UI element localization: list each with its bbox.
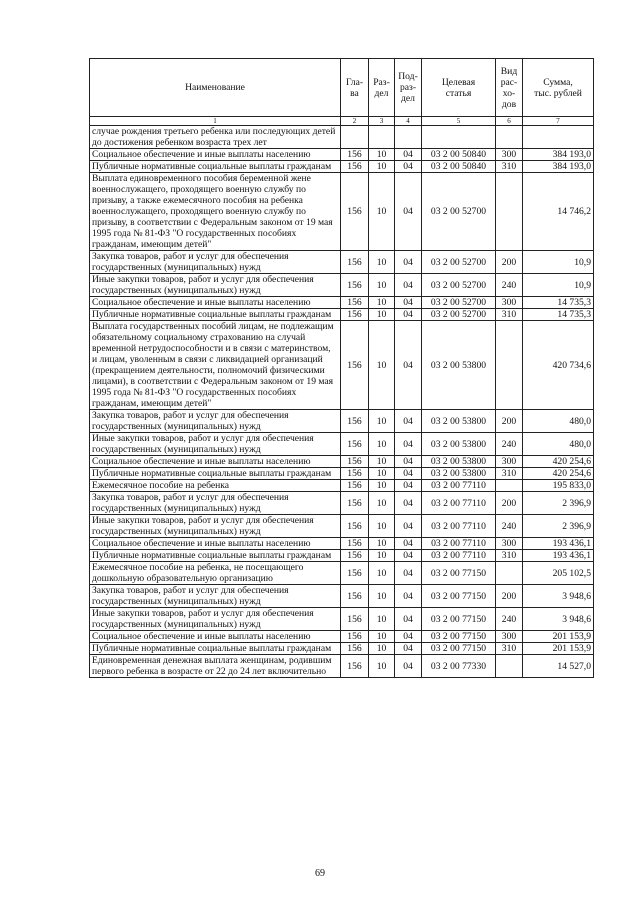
- header-podrazdel: Под- раз- дел: [395, 59, 422, 117]
- table-row: [90, 309, 594, 321]
- row-razdel-cell: 10: [369, 585, 395, 608]
- table-row: [90, 274, 594, 297]
- row-podrazdel-cell: 04: [395, 456, 422, 468]
- row-sum-cell: 195 833,0: [523, 480, 594, 492]
- row-podrazdel-cell: 04: [395, 274, 422, 297]
- row-vid-cell: 300: [496, 538, 523, 550]
- header-sum: Сумма, тыс. рублей: [523, 59, 594, 117]
- row-target-cell: 03 2 00 77110: [422, 538, 496, 550]
- table-row: [90, 126, 594, 149]
- row-sum-cell: 10,9: [523, 274, 594, 297]
- row-target-cell: 03 2 00 77110: [422, 480, 496, 492]
- row-vid-cell: [496, 655, 523, 678]
- table-row: [90, 585, 594, 608]
- row-podrazdel-cell: 04: [395, 655, 422, 678]
- row-name-cell: Публичные нормативные социальные выплаты гражданам: [90, 309, 341, 321]
- header-row: [90, 59, 594, 117]
- row-vid-cell: 200: [496, 251, 523, 274]
- row-razdel-cell: 10: [369, 173, 395, 251]
- row-target-cell: 03 2 00 77150: [422, 631, 496, 643]
- row-target-cell: 03 2 00 52700: [422, 173, 496, 251]
- row-razdel-cell: 10: [369, 149, 395, 161]
- row-vid-cell: 200: [496, 585, 523, 608]
- row-glava-cell: 156: [341, 161, 369, 173]
- row-razdel-cell: 10: [369, 297, 395, 309]
- row-target-cell: 03 2 00 77110: [422, 550, 496, 562]
- row-name-cell: Публичные нормативные социальные выплаты гражданам: [90, 643, 341, 655]
- row-name-cell: Социальное обеспечение и иные выплаты населению: [90, 456, 341, 468]
- row-vid-cell: 200: [496, 410, 523, 433]
- row-target-cell: 03 2 00 53800: [422, 468, 496, 480]
- table-row: [90, 433, 594, 456]
- table-row: [90, 456, 594, 468]
- row-target-cell: 03 2 00 77330: [422, 655, 496, 678]
- row-target-cell: 03 2 00 53800: [422, 321, 496, 410]
- column-number-row: [90, 117, 594, 126]
- row-sum-cell: 2 396,9: [523, 492, 594, 515]
- row-glava-cell: 156: [341, 643, 369, 655]
- table-row: [90, 492, 594, 515]
- row-podrazdel-cell: 04: [395, 480, 422, 492]
- row-razdel-cell: 10: [369, 274, 395, 297]
- row-glava-cell: 156: [341, 274, 369, 297]
- row-name-cell: Единовременная денежная выплата женщинам, родившим первого ребенка в возрасте от 22 до 24 лет включительно: [90, 655, 341, 678]
- page-number: 69: [315, 868, 325, 879]
- row-target-cell: 03 2 00 52700: [422, 309, 496, 321]
- row-target-cell: 03 2 00 77150: [422, 562, 496, 585]
- row-vid-cell: [496, 480, 523, 492]
- row-podrazdel-cell: 04: [395, 550, 422, 562]
- row-name-cell: Иные закупки товаров, работ и услуг для обеспечения государственных (муниципальных) нужд: [90, 515, 341, 538]
- row-target-cell: 03 2 00 53800: [422, 456, 496, 468]
- row-vid-cell: 240: [496, 433, 523, 456]
- row-name-cell: Ежемесячное пособие на ребенка, не посещающего дошкольную образовательную организацию: [90, 562, 341, 585]
- row-razdel-cell: 10: [369, 631, 395, 643]
- row-sum-cell: 193 436,1: [523, 550, 594, 562]
- row-glava-cell: 156: [341, 538, 369, 550]
- row-sum-cell: 480,0: [523, 433, 594, 456]
- header-target: Целевая статья: [422, 59, 496, 117]
- row-podrazdel-cell: 04: [395, 297, 422, 309]
- row-sum-cell: 205 102,5: [523, 562, 594, 585]
- row-glava-cell: 156: [341, 468, 369, 480]
- row-razdel-cell: 10: [369, 480, 395, 492]
- row-target-cell: 03 2 00 53800: [422, 433, 496, 456]
- row-sum-cell: 3 948,6: [523, 608, 594, 631]
- row-name-cell: Ежемесячное пособие на ребенка: [90, 480, 341, 492]
- table-row: [90, 251, 594, 274]
- header-razdel: Раз- дел: [369, 59, 395, 117]
- row-podrazdel-cell: 04: [395, 515, 422, 538]
- row-sum-cell: 14 735,3: [523, 297, 594, 309]
- row-name-cell: Закупка товаров, работ и услуг для обеспечения государственных (муниципальных) нужд: [90, 585, 341, 608]
- column-number: 1: [90, 117, 341, 126]
- table-row: [90, 149, 594, 161]
- row-target-cell: 03 2 00 77150: [422, 643, 496, 655]
- table-row: [90, 538, 594, 550]
- table-row: [90, 631, 594, 643]
- row-podrazdel-cell: 04: [395, 631, 422, 643]
- row-name-cell: Социальное обеспечение и иные выплаты населению: [90, 297, 341, 309]
- row-vid-cell: 300: [496, 149, 523, 161]
- row-name-cell: Публичные нормативные социальные выплаты гражданам: [90, 550, 341, 562]
- row-name-cell: Социальное обеспечение и иные выплаты населению: [90, 149, 341, 161]
- table-row: [90, 515, 594, 538]
- table-row: [90, 321, 594, 410]
- row-name-cell: Социальное обеспечение и иные выплаты населению: [90, 631, 341, 643]
- row-glava-cell: 156: [341, 585, 369, 608]
- row-sum-cell: 420 734,6: [523, 321, 594, 410]
- row-sum-cell: 14 735,3: [523, 309, 594, 321]
- row-sum-cell: 2 396,9: [523, 515, 594, 538]
- row-razdel-cell: 10: [369, 608, 395, 631]
- row-glava-cell: 156: [341, 515, 369, 538]
- row-sum-cell: 10,9: [523, 251, 594, 274]
- row-name-cell: Закупка товаров, работ и услуг для обеспечения государственных (муниципальных) нужд: [90, 410, 341, 433]
- row-name-cell: Закупка товаров, работ и услуг для обеспечения государственных (муниципальных) нужд: [90, 251, 341, 274]
- row-podrazdel-cell: 04: [395, 562, 422, 585]
- row-target-cell: [422, 126, 496, 149]
- row-glava-cell: 156: [341, 173, 369, 251]
- table-row: [90, 480, 594, 492]
- row-name-cell: Иные закупки товаров, работ и услуг для обеспечения государственных (муниципальных) нужд: [90, 274, 341, 297]
- row-sum-cell: 420 254,6: [523, 456, 594, 468]
- row-sum-cell: 201 153,9: [523, 643, 594, 655]
- row-glava-cell: 156: [341, 480, 369, 492]
- row-glava-cell: 156: [341, 410, 369, 433]
- row-vid-cell: 240: [496, 515, 523, 538]
- row-vid-cell: 240: [496, 608, 523, 631]
- row-glava-cell: 156: [341, 321, 369, 410]
- table-row: [90, 550, 594, 562]
- column-number: 4: [395, 117, 422, 126]
- row-razdel-cell: 10: [369, 643, 395, 655]
- row-target-cell: 03 2 00 52700: [422, 251, 496, 274]
- header-glava: Гла- ва: [341, 59, 369, 117]
- row-glava-cell: [341, 126, 369, 149]
- row-podrazdel-cell: [395, 126, 422, 149]
- row-vid-cell: [496, 562, 523, 585]
- row-razdel-cell: 10: [369, 433, 395, 456]
- table-row: [90, 562, 594, 585]
- row-name-cell: Иные закупки товаров, работ и услуг для обеспечения государственных (муниципальных) нужд: [90, 433, 341, 456]
- row-vid-cell: 310: [496, 309, 523, 321]
- row-vid-cell: 310: [496, 550, 523, 562]
- row-vid-cell: 300: [496, 297, 523, 309]
- row-glava-cell: 156: [341, 655, 369, 678]
- row-glava-cell: 156: [341, 492, 369, 515]
- column-number: 6: [496, 117, 523, 126]
- row-sum-cell: 384 193,0: [523, 149, 594, 161]
- row-target-cell: 03 2 00 77150: [422, 585, 496, 608]
- row-sum-cell: 480,0: [523, 410, 594, 433]
- table-row: [90, 410, 594, 433]
- row-sum-cell: 14 746,2: [523, 173, 594, 251]
- row-target-cell: 03 2 00 50840: [422, 161, 496, 173]
- row-glava-cell: 156: [341, 297, 369, 309]
- row-razdel-cell: 10: [369, 468, 395, 480]
- row-razdel-cell: 10: [369, 655, 395, 678]
- row-name-cell: Выплата единовременного пособия беременной жене военнослужащего, проходящего военную службу по призыву, а также ежемесячного пособия на ребенка военнослужащего, проходящего военную службу по призыву, в соответствии с Федеральным законом от 19 мая 1995 года № 81-ФЗ "О государственных пособиях гражданам, имеющим детей": [90, 173, 341, 251]
- row-glava-cell: 156: [341, 149, 369, 161]
- table-row: [90, 608, 594, 631]
- row-glava-cell: 156: [341, 309, 369, 321]
- row-podrazdel-cell: 04: [395, 321, 422, 410]
- column-number: 5: [422, 117, 496, 126]
- row-razdel-cell: 10: [369, 251, 395, 274]
- row-glava-cell: 156: [341, 550, 369, 562]
- table-row: [90, 173, 594, 251]
- table-row: [90, 468, 594, 480]
- table-row: [90, 643, 594, 655]
- row-target-cell: 03 2 00 52700: [422, 274, 496, 297]
- row-vid-cell: 300: [496, 456, 523, 468]
- row-podrazdel-cell: 04: [395, 538, 422, 550]
- row-podrazdel-cell: 04: [395, 643, 422, 655]
- row-razdel-cell: 10: [369, 550, 395, 562]
- row-glava-cell: 156: [341, 562, 369, 585]
- row-name-cell: Публичные нормативные социальные выплаты гражданам: [90, 468, 341, 480]
- column-number: 3: [369, 117, 395, 126]
- row-target-cell: 03 2 00 77110: [422, 492, 496, 515]
- column-number: 2: [341, 117, 369, 126]
- row-razdel-cell: 10: [369, 456, 395, 468]
- row-name-cell: Иные закупки товаров, работ и услуг для обеспечения государственных (муниципальных) нужд: [90, 608, 341, 631]
- row-podrazdel-cell: 04: [395, 309, 422, 321]
- row-podrazdel-cell: 04: [395, 585, 422, 608]
- row-target-cell: 03 2 00 53800: [422, 410, 496, 433]
- row-podrazdel-cell: 04: [395, 492, 422, 515]
- row-podrazdel-cell: 04: [395, 161, 422, 173]
- row-podrazdel-cell: 04: [395, 173, 422, 251]
- row-razdel-cell: 10: [369, 410, 395, 433]
- row-podrazdel-cell: 04: [395, 468, 422, 480]
- table-row: [90, 161, 594, 173]
- row-target-cell: 03 2 00 50840: [422, 149, 496, 161]
- row-sum-cell: 14 527,0: [523, 655, 594, 678]
- row-vid-cell: 300: [496, 631, 523, 643]
- row-podrazdel-cell: 04: [395, 410, 422, 433]
- header-name: Наименование: [90, 59, 341, 117]
- row-vid-cell: 310: [496, 468, 523, 480]
- row-glava-cell: 156: [341, 456, 369, 468]
- table-row: [90, 297, 594, 309]
- row-target-cell: 03 2 00 77110: [422, 515, 496, 538]
- row-vid-cell: 200: [496, 492, 523, 515]
- row-glava-cell: 156: [341, 631, 369, 643]
- row-vid-cell: [496, 173, 523, 251]
- row-vid-cell: 310: [496, 161, 523, 173]
- row-name-cell: Публичные нормативные социальные выплаты гражданам: [90, 161, 341, 173]
- header-vid: Вид рас- хо- дов: [496, 59, 523, 117]
- row-glava-cell: 156: [341, 251, 369, 274]
- column-number: 7: [523, 117, 594, 126]
- row-sum-cell: 193 436,1: [523, 538, 594, 550]
- row-vid-cell: 310: [496, 643, 523, 655]
- row-sum-cell: 384 193,0: [523, 161, 594, 173]
- row-name-cell: случае рождения третьего ребенка или последующих детей до достижения ребенком возраста трех лет: [90, 126, 341, 149]
- row-sum-cell: 3 948,6: [523, 585, 594, 608]
- table-row: [90, 655, 594, 678]
- row-podrazdel-cell: 04: [395, 251, 422, 274]
- row-podrazdel-cell: 04: [395, 608, 422, 631]
- row-razdel-cell: 10: [369, 515, 395, 538]
- row-glava-cell: 156: [341, 608, 369, 631]
- row-razdel-cell: 10: [369, 309, 395, 321]
- row-sum-cell: 201 153,9: [523, 631, 594, 643]
- row-name-cell: Социальное обеспечение и иные выплаты населению: [90, 538, 341, 550]
- row-sum-cell: [523, 126, 594, 149]
- budget-table: [89, 58, 594, 678]
- row-name-cell: Закупка товаров, работ и услуг для обеспечения государственных (муниципальных) нужд: [90, 492, 341, 515]
- row-razdel-cell: 10: [369, 321, 395, 410]
- row-vid-cell: [496, 126, 523, 149]
- row-razdel-cell: 10: [369, 562, 395, 585]
- row-target-cell: 03 2 00 77150: [422, 608, 496, 631]
- row-podrazdel-cell: 04: [395, 149, 422, 161]
- row-razdel-cell: 10: [369, 161, 395, 173]
- row-razdel-cell: 10: [369, 538, 395, 550]
- table-body: [90, 126, 594, 678]
- row-glava-cell: 156: [341, 433, 369, 456]
- row-name-cell: Выплата государственных пособий лицам, не подлежащим обязательному социальному страхованию на случай временной нетрудоспособности и в связи с материнством, и лицам, уволенным в связи с ликвидацией организаций (прекращением деятельности, полномочий физическими лицами), в соответствии с Федеральным законом от 19 мая 1995 года № 81-ФЗ "О государственных пособиях гражданам, имеющим детей": [90, 321, 341, 410]
- row-target-cell: 03 2 00 52700: [422, 297, 496, 309]
- row-vid-cell: 240: [496, 274, 523, 297]
- row-razdel-cell: 10: [369, 492, 395, 515]
- row-podrazdel-cell: 04: [395, 433, 422, 456]
- row-sum-cell: 420 254,6: [523, 468, 594, 480]
- row-razdel-cell: [369, 126, 395, 149]
- row-vid-cell: [496, 321, 523, 410]
